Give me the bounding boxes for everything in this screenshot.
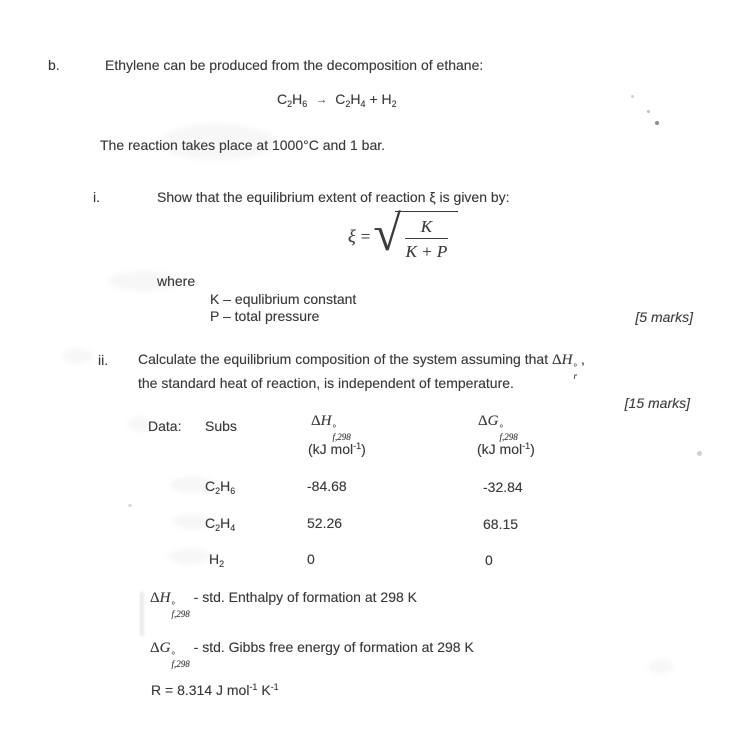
table-row-substance: $C_2H_6$ xyxy=(205,478,236,496)
conditions-text: The reaction takes place at 1000°C and 1 bar. xyxy=(100,137,386,153)
table-row-enthalpy-value: -84.68 xyxy=(307,478,347,494)
note-enthalpy-definition: ΔH ° f,298 - std. Enthalpy of formation at 298 K xyxy=(150,589,417,619)
intro-text: Ethylene can be produced from the decomposition of ethane: xyxy=(105,57,484,73)
scan-streak xyxy=(140,592,144,636)
formula-equals: = xyxy=(360,226,371,246)
chemical-equation: $C_2H_6 \to C_2H_4 + H_2$ xyxy=(277,91,397,109)
part-i-prompt: Show that the equilibrium extent of reaction ξ is given by: xyxy=(157,189,510,205)
note-gibbs-definition: ΔG ° f,298 - std. Gibbs free energy of formation at 298 K xyxy=(150,639,474,669)
column-header-substance: Subs xyxy=(205,418,237,434)
scan-speck xyxy=(697,451,702,456)
fraction-denominator: K + P xyxy=(405,242,448,262)
part-ii-prompt-line1: Calculate the equilibrium composition of the system assuming that ΔH ° r , xyxy=(138,351,585,381)
part-ii-prompt-line2: the standard heat of reaction, is independent of temperature. xyxy=(138,375,514,391)
part-i-label: i. xyxy=(93,189,100,205)
scan-smudge xyxy=(648,660,674,674)
gas-constant-line: R = 8.314 J mol$^{-1}$ $K^{-1}$ xyxy=(151,682,279,698)
column-header-gibbs: ΔG ° f,298 xyxy=(478,413,518,442)
fraction-numerator: K xyxy=(405,216,448,239)
scan-smudge xyxy=(62,349,92,363)
scan-speck xyxy=(631,95,634,98)
formula-lhs: ξ xyxy=(348,226,356,247)
scan-smudge xyxy=(160,124,275,160)
table-row-substance: $C_2H_4$ xyxy=(205,515,236,533)
table-row-gibbs-value: -32.84 xyxy=(483,479,523,495)
scan-smudge xyxy=(108,271,180,291)
definition-p: P – total pressure xyxy=(210,308,320,324)
scan-speck xyxy=(128,504,132,507)
root-content xyxy=(395,211,458,263)
part-ii-marks: [15 marks] xyxy=(624,395,690,411)
column-unit-gibbs: (kJ mol$^{-1}$) xyxy=(477,441,535,457)
table-row-gibbs-value: 68.15 xyxy=(483,516,519,532)
scan-smudge xyxy=(168,549,212,564)
column-unit-enthalpy: (kJ mol$^{-1}$) xyxy=(308,441,366,457)
table-row-substance: $H_2$ xyxy=(209,551,225,569)
column-header-enthalpy: ΔH ° f,298 xyxy=(311,413,351,442)
table-row-enthalpy-value: 0 xyxy=(307,551,315,567)
definition-k: K – equlibrium constant xyxy=(210,291,357,307)
radical-sign: √ xyxy=(373,205,401,261)
scan-speck xyxy=(655,121,659,125)
table-row-enthalpy-value: 52.26 xyxy=(307,515,343,531)
scan-smudge xyxy=(128,416,152,432)
question-label: b. xyxy=(48,57,60,73)
where-label: where xyxy=(157,273,196,289)
scan-smudge xyxy=(172,514,212,529)
scan-speck xyxy=(647,110,650,113)
extent-of-reaction-formula xyxy=(348,205,458,263)
square-root xyxy=(373,205,458,263)
part-i-marks: [5 marks] xyxy=(635,309,693,325)
part-ii-label: ii. xyxy=(98,352,109,368)
data-label: Data: xyxy=(148,418,182,434)
fraction xyxy=(405,216,448,263)
scan-smudge xyxy=(170,477,216,493)
table-row-gibbs-value: 0 xyxy=(485,552,493,568)
